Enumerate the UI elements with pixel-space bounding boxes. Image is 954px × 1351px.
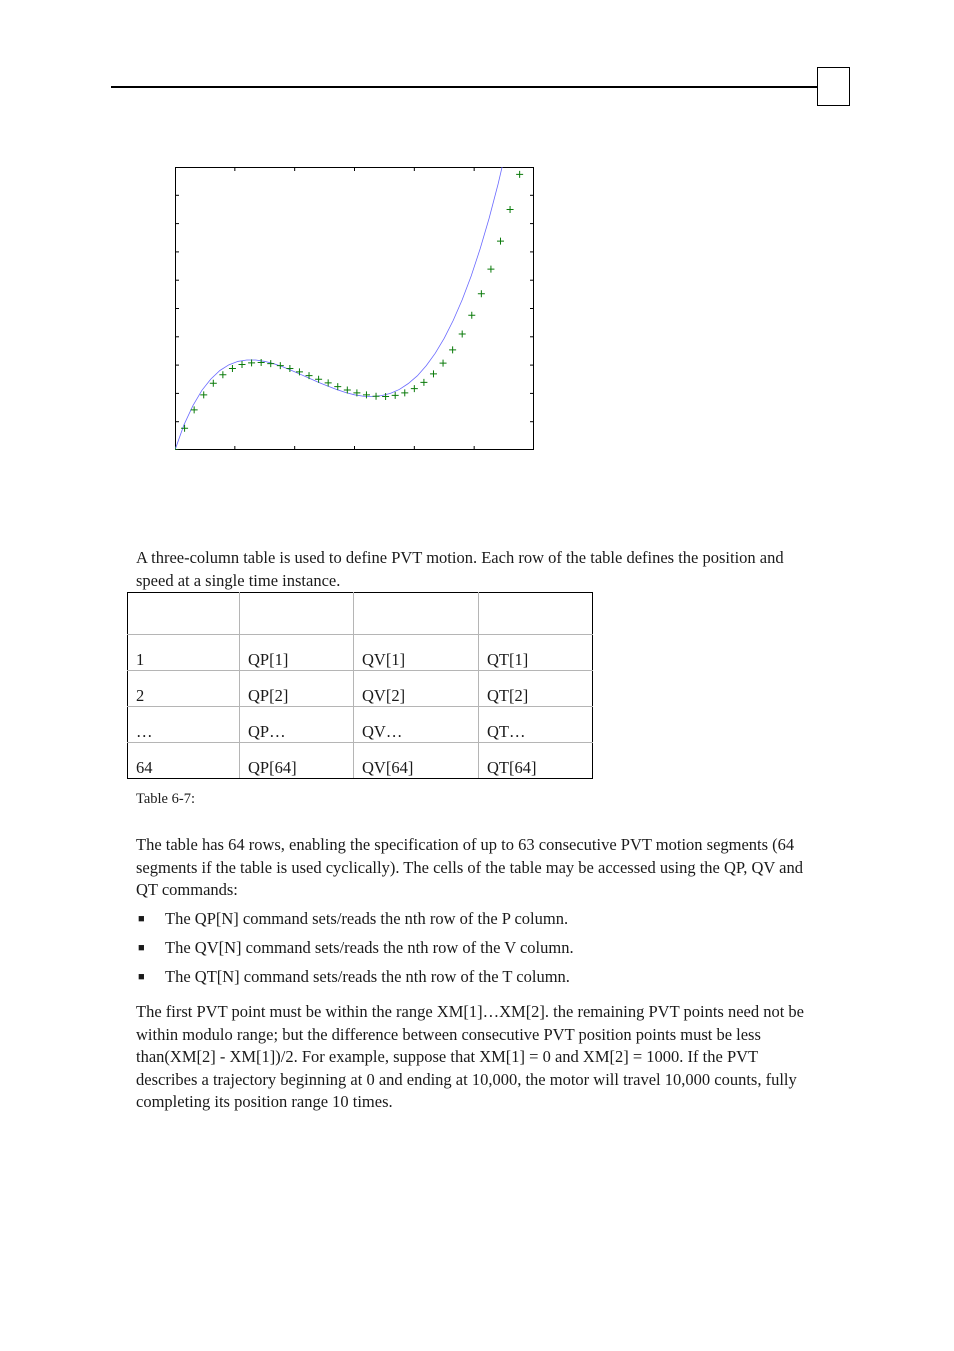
sample-point bbox=[229, 365, 236, 372]
table-cell: QV[2] bbox=[354, 671, 479, 707]
table-cell: QV[1] bbox=[354, 635, 479, 671]
sample-point bbox=[306, 372, 313, 379]
sample-point bbox=[420, 379, 427, 386]
table-row bbox=[128, 635, 593, 671]
sample-point bbox=[373, 393, 380, 400]
sample-point bbox=[516, 171, 523, 178]
list-item bbox=[136, 966, 816, 989]
command-list bbox=[136, 908, 816, 995]
sample-point bbox=[430, 370, 437, 377]
table-cell: QT… bbox=[479, 707, 593, 743]
sample-point bbox=[468, 312, 475, 319]
table-cell: QP[64] bbox=[240, 743, 354, 779]
table-caption: Table 6-7: bbox=[136, 791, 195, 807]
pvt-table bbox=[127, 592, 593, 779]
sample-point bbox=[478, 290, 485, 297]
sample-point bbox=[267, 360, 274, 367]
sample-point bbox=[497, 238, 504, 245]
table-header-cell bbox=[479, 593, 593, 635]
sample-markers bbox=[175, 167, 533, 451]
sample-point bbox=[487, 266, 494, 273]
table-cell: 2 bbox=[128, 671, 240, 707]
table-cell: QT[64] bbox=[479, 743, 593, 779]
list-item bbox=[136, 908, 816, 931]
list-item bbox=[136, 937, 816, 960]
table-cell: QV[64] bbox=[354, 743, 479, 779]
sample-point bbox=[401, 389, 408, 396]
bullet-square-icon: ■ bbox=[138, 913, 145, 925]
table-header-row bbox=[128, 593, 593, 635]
body-paragraph: The first PVT point must be within the range XM[1]…XM[2]. the remaining PVT points need not be within modulo range; but the difference between consecutive PVT position points must be less than(XM[2] - XM[1])/2. For example, suppose that XM[1] = 0 and XM[2] = 1000. If the PVT describes a trajectory beginning at 0 and ending at 10,000, the motor will travel 10,000 counts, fully completing its position range 10 times. bbox=[136, 1002, 805, 1111]
sample-point bbox=[363, 391, 370, 398]
sample-point bbox=[411, 385, 418, 392]
table-cell: QP[2] bbox=[240, 671, 354, 707]
bullet-square-icon: ■ bbox=[138, 942, 145, 954]
table-cell: 1 bbox=[128, 635, 240, 671]
table-row bbox=[128, 707, 593, 743]
header-rule bbox=[111, 86, 818, 88]
pvt-trajectory-chart bbox=[175, 167, 535, 451]
trajectory-curve bbox=[175, 167, 534, 450]
table-row bbox=[128, 743, 593, 779]
page-number-box bbox=[817, 67, 850, 106]
sample-point bbox=[277, 362, 284, 369]
table-cell: QP[1] bbox=[240, 635, 354, 671]
table-header-cell bbox=[354, 593, 479, 635]
table-cell: … bbox=[128, 707, 240, 743]
plot-frame bbox=[176, 168, 534, 450]
bullet-square-icon: ■ bbox=[138, 971, 145, 983]
list-item-text: The QV[N] command sets/reads the nth row of the V column. bbox=[165, 938, 574, 957]
list-item-text: The QT[N] command sets/reads the nth row of the T column. bbox=[165, 967, 570, 986]
sample-point bbox=[200, 391, 207, 398]
sample-point bbox=[459, 330, 466, 337]
body-paragraph: The table has 64 rows, enabling the specification of up to 63 consecutive PVT motion segments (64 segments if the table is used cyclically). The cells of the table may be accessed using the QP, QV and QT commands: bbox=[136, 835, 803, 899]
sample-point bbox=[296, 368, 303, 375]
sample-point bbox=[440, 360, 447, 367]
list-item-text: The QP[N] command sets/reads the nth row of the P column. bbox=[165, 909, 569, 928]
sample-point bbox=[449, 346, 456, 353]
table-header-cell bbox=[240, 593, 354, 635]
table-cell: QP… bbox=[240, 707, 354, 743]
sample-point bbox=[210, 380, 217, 387]
sample-point bbox=[507, 206, 514, 213]
sample-point bbox=[219, 371, 226, 378]
table-row bbox=[128, 671, 593, 707]
table-cell: QV… bbox=[354, 707, 479, 743]
table-cell: QT[2] bbox=[479, 671, 593, 707]
sample-point bbox=[392, 392, 399, 399]
table-cell: 64 bbox=[128, 743, 240, 779]
table-cell: QT[1] bbox=[479, 635, 593, 671]
intro-paragraph: A three-column table is used to define PVT motion. Each row of the table defines the position and speed at a single time instance. bbox=[136, 548, 784, 590]
table-header-cell bbox=[128, 593, 240, 635]
axis-ticks bbox=[175, 167, 534, 450]
sample-point bbox=[239, 361, 246, 368]
